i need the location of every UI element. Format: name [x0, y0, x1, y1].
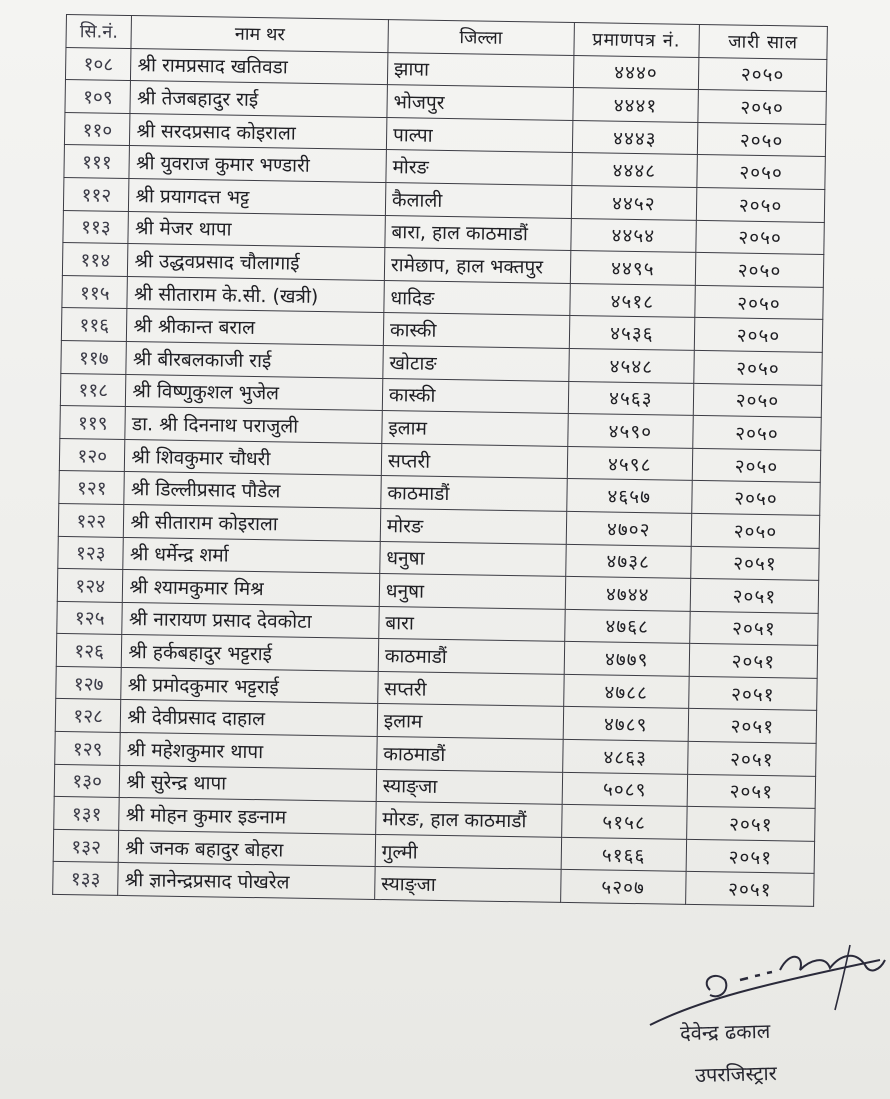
cell-name: श्री युवराज कुमार भण्डारी: [129, 146, 386, 183]
column-header-sn: सि.नं.: [66, 15, 132, 49]
cell-district: धनुषा: [379, 574, 565, 610]
signatory-name: देवेन्द्र ढकाल: [679, 1018, 771, 1046]
cell-name: श्री विष्णुकुशल भुजेल: [126, 374, 383, 411]
cell-sn: १२९: [55, 731, 121, 765]
cell-district: गुल्मी: [375, 834, 561, 870]
cell-sn: १२०: [59, 438, 125, 472]
cell-name: श्री सीताराम के.सी. (खत्री): [127, 276, 384, 313]
cell-sn: १३०: [54, 764, 120, 798]
cell-year: २०५०: [696, 220, 825, 255]
cell-certificate: ४५९८: [567, 446, 693, 481]
cell-certificate: ५१५८: [561, 805, 687, 840]
cell-name: श्री तेजबहादुर राई: [130, 81, 387, 118]
cell-sn: ११९: [60, 406, 126, 440]
cell-year: २०५०: [694, 350, 823, 385]
cell-name: श्री ज्ञानेन्द्रप्रसाद पोखरेल: [118, 863, 375, 900]
cell-name: श्री श्रीकान्त बराल: [127, 309, 384, 346]
column-header-year: जारी साल: [699, 24, 828, 59]
cell-district: स्याङ्जा: [376, 769, 562, 805]
cell-name: श्री मोहन कुमार इङनाम: [119, 798, 376, 835]
cell-sn: ११८: [60, 373, 126, 407]
cell-district: इलाम: [377, 704, 563, 740]
cell-name: श्री हर्कबहादुर भट्टराई: [122, 635, 379, 672]
cell-name: श्री डिल्लीप्रसाद पौडेल: [124, 472, 381, 509]
cell-certificate: ४७३८: [565, 544, 691, 579]
cell-district: पाल्पा: [386, 117, 572, 153]
cell-certificate: ४४४३: [572, 120, 698, 155]
cell-certificate: ४७४४: [565, 577, 691, 612]
cell-name: श्री जनक बहादुर बोहरा: [119, 830, 376, 867]
cell-year: २०५१: [690, 578, 819, 613]
cell-name: श्री मेजर थापा: [128, 211, 385, 248]
cell-certificate: ४५३६: [569, 316, 695, 351]
cell-certificate: ४७७९: [564, 642, 690, 677]
cell-certificate: ४७६८: [564, 609, 690, 644]
cell-year: २०५१: [687, 774, 816, 809]
cell-sn: १२३: [58, 536, 124, 570]
cell-certificate: ४७०२: [566, 511, 692, 546]
cell-district: खोटाङ: [383, 345, 569, 381]
cell-certificate: ४४४०: [573, 55, 699, 90]
cell-year: २०५०: [694, 318, 823, 353]
cell-district: काठमाडौं: [377, 737, 563, 773]
cell-certificate: ५१६६: [561, 837, 687, 872]
cell-year: २०५०: [695, 253, 824, 288]
cell-year: २०५०: [697, 122, 826, 157]
cell-name: श्री प्रयागदत्त भट्ट: [129, 178, 386, 215]
cell-year: २०५०: [693, 383, 822, 418]
cell-sn: ११३: [63, 210, 129, 244]
column-header-district: जिल्ला: [388, 20, 574, 56]
cell-sn: १२५: [57, 601, 123, 635]
cell-sn: ११४: [62, 243, 128, 277]
cell-district: बारा, हाल काठमाडौं: [385, 215, 571, 251]
cell-district: मोरङ, हाल काठमाडौं: [376, 802, 562, 838]
cell-name: श्री सुरेन्द्र थापा: [120, 765, 377, 802]
cell-sn: १०९: [65, 80, 131, 114]
cell-certificate: ४७८९: [563, 707, 689, 742]
cell-name: श्री शिवकुमार चौधरी: [125, 439, 382, 476]
cell-district: सप्तरी: [381, 443, 567, 479]
cell-year: २०५०: [696, 187, 825, 222]
cell-name: डा. श्री दिननाथ पराजुली: [125, 407, 382, 444]
cell-year: २०५१: [689, 676, 818, 711]
cell-sn: १२७: [56, 666, 122, 700]
cell-certificate: ४५६३: [568, 381, 694, 416]
cell-certificate: ४४९५: [570, 251, 696, 286]
cell-year: २०५०: [693, 416, 822, 451]
cell-sn: १२४: [57, 569, 123, 603]
cell-sn: १३३: [53, 862, 119, 896]
cell-sn: १०८: [65, 47, 131, 81]
cell-year: २०५१: [688, 741, 817, 776]
signatory-title: उपरजिस्ट्रार: [694, 1060, 778, 1088]
cell-district: सप्तरी: [378, 671, 564, 707]
cell-district: झापा: [387, 52, 573, 88]
cell-year: २०५१: [691, 546, 820, 581]
cell-name: श्री धर्मेन्द्र शर्मा: [123, 537, 380, 574]
cell-year: २०५१: [686, 872, 815, 907]
cell-sn: ११०: [64, 112, 130, 146]
cell-sn: १२१: [59, 471, 125, 505]
column-header-certificate: प्रमाणपत्र नं.: [574, 22, 700, 57]
cell-certificate: ४५४८: [568, 348, 694, 383]
cell-sn: १११: [64, 145, 130, 179]
cell-sn: १३१: [54, 797, 120, 831]
cell-certificate: ४६५७: [566, 479, 692, 514]
cell-year: २०५०: [695, 285, 824, 320]
cell-year: २०५०: [697, 155, 826, 190]
cell-district: काठमाडौं: [381, 476, 567, 512]
cell-name: श्री सरदप्रसाद कोइराला: [130, 113, 387, 150]
cell-district: मोरङ: [380, 508, 566, 544]
cell-sn: ११६: [61, 308, 127, 342]
cell-sn: १२२: [58, 503, 124, 537]
cell-certificate: ४४४१: [573, 88, 699, 123]
cell-district: स्याङ्जा: [375, 867, 561, 903]
cell-year: २०५१: [688, 709, 817, 744]
cell-district: भोजपुर: [387, 85, 573, 121]
cell-district: इलाम: [382, 411, 568, 447]
cell-district: धादिङ: [384, 280, 570, 316]
cell-year: २०५०: [692, 481, 821, 516]
cell-certificate: ४७८८: [563, 674, 689, 709]
cell-certificate: ४४५२: [571, 185, 697, 220]
cell-year: २०५१: [687, 807, 816, 842]
cell-name: श्री उद्धवप्रसाद चौलागाई: [128, 244, 385, 281]
cell-certificate: ४५१८: [569, 283, 695, 318]
cell-name: श्री देवीप्रसाद दाहाल: [121, 700, 378, 737]
cell-certificate: ५०८९: [562, 772, 688, 807]
cell-sn: ११७: [61, 340, 127, 374]
cell-name: श्री प्रमोदकुमार भट्टराई: [121, 667, 378, 704]
column-header-name: नाम थर: [131, 16, 388, 53]
cell-name: श्री बीरबलकाजी राई: [126, 341, 383, 378]
cell-district: कैलाली: [385, 183, 571, 219]
cell-certificate: ४४४८: [571, 153, 697, 188]
cell-district: काठमाडौं: [378, 639, 564, 675]
cell-year: २०५१: [690, 611, 819, 646]
cell-name: श्री महेशकुमार थापा: [120, 733, 377, 770]
cell-year: २०५१: [686, 839, 815, 874]
table-body: [53, 47, 827, 906]
cell-name: श्री रामप्रसाद खतिवडा: [131, 48, 388, 85]
cell-sn: १२८: [55, 699, 121, 733]
cell-district: धनुषा: [380, 541, 566, 577]
cell-year: २०५१: [689, 644, 818, 679]
cell-district: कास्की: [383, 313, 569, 349]
cell-district: बारा: [379, 606, 565, 642]
cell-sn: १३२: [53, 829, 119, 863]
cell-name: श्री नारायण प्रसाद देवकोटा: [122, 602, 379, 639]
cell-year: २०५०: [698, 90, 827, 125]
cell-sn: १२६: [56, 634, 122, 668]
cell-certificate: ४८६३: [562, 739, 688, 774]
cell-name: श्री श्यामकुमार मिश्र: [123, 570, 380, 607]
cell-district: कास्की: [382, 378, 568, 414]
certificate-table: [52, 14, 828, 907]
cell-sn: ११२: [63, 177, 129, 211]
cell-sn: ११५: [62, 275, 128, 309]
cell-name: श्री सीताराम कोइराला: [124, 504, 381, 541]
cell-district: रामेछाप, हाल भक्तपुर: [384, 248, 570, 284]
cell-year: २०५०: [691, 513, 820, 548]
cell-certificate: ४५९०: [567, 414, 693, 449]
cell-district: मोरङ: [386, 150, 572, 186]
cell-year: २०५०: [692, 448, 821, 483]
cell-certificate: ४४५४: [570, 218, 696, 253]
cell-year: २०५०: [698, 57, 827, 92]
cell-certificate: ५२०७: [560, 870, 686, 905]
